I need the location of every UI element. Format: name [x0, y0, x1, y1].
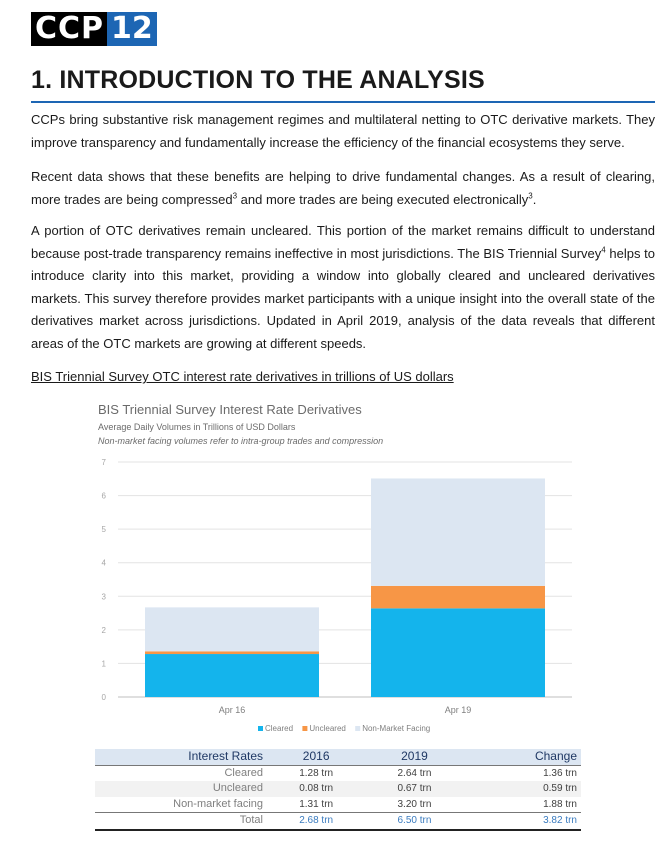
legend-label: Cleared [265, 724, 294, 733]
header-interest-rates: Interest Rates [95, 749, 267, 765]
paragraph-2-text-b: and more trades are being executed electronically [237, 191, 529, 207]
bar-segment [145, 651, 319, 654]
header-change: Change [464, 749, 581, 765]
chart-note: Non-market facing volumes refer to intra-group trades and compression [98, 436, 384, 446]
footnote-ref-3a: 3 [232, 191, 238, 201]
y-tick-label: 6 [101, 491, 106, 501]
y-tick-label: 7 [101, 458, 106, 467]
bar-segment [145, 654, 319, 697]
header-2016: 2016 [267, 749, 365, 765]
chart-title: BIS Triennial Survey Interest Rate Derivatives [98, 402, 362, 417]
legend-swatch [258, 726, 263, 731]
cell-2019: 3.20 trn [397, 798, 432, 810]
logo-ccp: CCP [31, 12, 107, 46]
cell-change: 1.36 trn [543, 767, 577, 779]
bar-segment [371, 608, 545, 697]
x-tick-label: Apr 19 [444, 705, 472, 715]
cell-2019: 6.50 trn [365, 813, 463, 830]
legend-label: Non-Market Facing [362, 724, 431, 733]
cell-change: 1.88 trn [543, 798, 577, 810]
chart-caption: BIS Triennial Survey OTC interest rate derivatives in trillions of US dollars [31, 369, 454, 384]
cell-2016: 1.31 trn [299, 798, 334, 810]
logo-12: 12 [107, 12, 157, 46]
row-label: Uncleared [212, 782, 263, 794]
y-tick-label: 2 [101, 625, 106, 635]
cell-change: 3.82 trn [464, 813, 581, 830]
x-tick-label: Apr 16 [218, 705, 246, 715]
paragraph-2-text-c: . [532, 191, 537, 207]
table-row [95, 765, 581, 781]
table-header-row [95, 749, 581, 765]
footnote-ref-4: 4 [601, 245, 606, 255]
y-tick-label: 0 [101, 693, 106, 702]
row-label: Total [95, 813, 267, 830]
cell-2016: 0.08 trn [299, 783, 334, 794]
row-label: Non-market facing [173, 797, 263, 810]
legend-swatch [302, 726, 307, 731]
paragraph-2-text-a: Recent data shows that these benefits are helping to drive fundamental changes. As a result of clearing, more trades are being compressed [31, 169, 655, 207]
cell-2016: 1.28 trn [299, 767, 334, 779]
header-2019: 2019 [365, 749, 463, 765]
chart-subtitle: Average Daily Volumes in Trillions of USD Dollars [98, 422, 296, 432]
paragraph-3-text-a: A portion of OTC derivatives remain uncleared. This portion of the market remains difficult to understand because post-trade transparency remains ineffective in most jurisdictions. The BIS Triennial Survey [31, 223, 655, 261]
cell-change: 0.59 trn [543, 783, 577, 794]
y-tick-label: 1 [101, 659, 106, 669]
table-row [95, 797, 581, 813]
bar-segment [145, 607, 319, 651]
bar-segment [371, 478, 545, 585]
cell-2016: 2.68 trn [267, 813, 365, 830]
y-tick-label: 3 [101, 592, 106, 602]
table-row [95, 781, 581, 797]
table-total-row [95, 813, 581, 830]
y-tick-label: 5 [101, 525, 106, 535]
bar-segment [371, 586, 545, 608]
cell-2019: 2.64 trn [397, 767, 432, 779]
paragraph-3-text-b: helps to introduce clarity into this market, providing a window into globally cleared and uncleared derivatives markets. This survey therefore provides market participants with a unique insight into the overall state of the derivatives market across jurisdictions. Updated in April 2019, analysis of the data reveals that different areas of the OTC markets are growing at different speeds. [31, 245, 655, 351]
legend-label: Uncleared [309, 724, 346, 733]
paragraph-1: CCPs bring substantive risk management regimes and multilateral netting to OTC derivative markets. They improve transparency and fundamentally increase the efficiency of the financial ecosystems they serve. [31, 112, 655, 150]
page-title: 1. INTRODUCTION TO THE ANALYSIS [31, 66, 485, 94]
rates-table [95, 749, 581, 831]
legend-swatch [355, 726, 360, 731]
cell-2019: 0.67 trn [397, 783, 432, 794]
footnote-ref-3b: 3 [528, 191, 533, 201]
row-label: Cleared [224, 766, 263, 779]
y-tick-label: 4 [101, 558, 106, 568]
